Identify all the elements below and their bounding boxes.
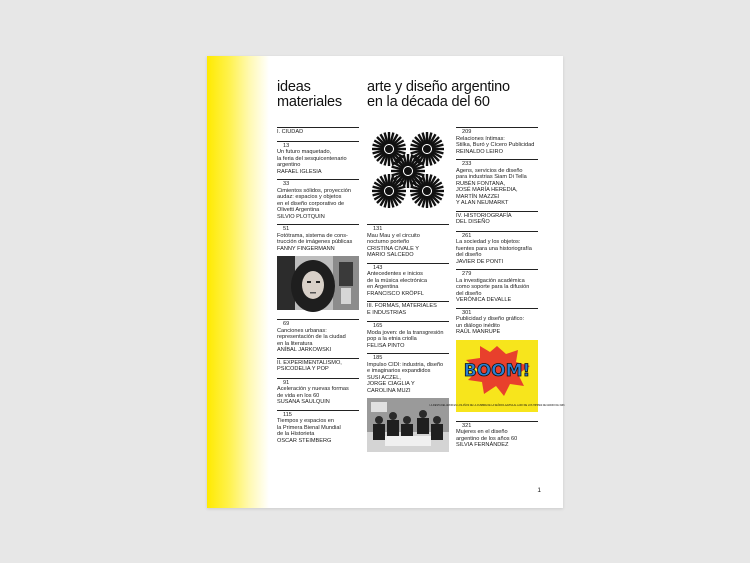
entry-author: JAVIER DE PONTI	[456, 258, 504, 265]
entry-page-number: 261	[462, 232, 472, 239]
contents-entry	[367, 263, 449, 298]
entry-author: SUSANA SAULQUIN	[277, 399, 330, 405]
entry-author: OSCAR STEIMBERG	[277, 437, 332, 444]
boom-caption: LA FIESTA DEL AMOR EN LOS AÑOS DE LA CUMBRE DE LA SEÑORA GAVINA AL LADO DE LOS HIPPIES DE MARZO DE 1966	[429, 404, 565, 407]
contents-entry	[277, 141, 359, 176]
entry-title: Relaciones íntimas: Stilka, Buró y Cícero Publicidad	[456, 135, 535, 148]
entry-author: RUBÉN FONTANA, JOSÉ MARÍA HEREDIA, MARTÍN MAZZEI Y ALAN NEUMARKT	[456, 180, 518, 206]
entry-page-number: 209	[462, 129, 472, 135]
contents-entry	[456, 421, 538, 449]
entry-page-number: 131	[373, 226, 383, 232]
entry-author: FANNY FINGERMANN	[277, 245, 335, 252]
entry-title: La sociedad y los objetos: fuentes para una historiografía del diseño	[456, 239, 532, 258]
entry-author: CRISTINA CIVALE Y MARIO SALCEDO	[367, 245, 420, 258]
workshop-group-photo	[367, 398, 449, 457]
entry-title: Canciones urbanas: representación de la ciudad en la literatura	[277, 327, 346, 347]
contents-entry	[277, 179, 359, 220]
entry-page-number: 233	[462, 161, 472, 167]
entry-page-number: 279	[462, 271, 472, 277]
contents-entry	[277, 224, 359, 252]
book-subtitle: arte y diseño argentino en la década del 60	[367, 79, 510, 110]
entry-title: Moda joven: de la transgresión pop a la etnia criolla	[367, 329, 444, 342]
contents-entry	[277, 319, 359, 354]
contents-entry	[277, 410, 359, 445]
section-heading: III. FORMAS, MATERIALES E INDUSTRIAS	[367, 301, 449, 316]
entry-page-number: 13	[283, 142, 290, 149]
entry-page-number: 33	[283, 181, 290, 187]
entry-title: Mujeres en el diseño argentino de los años 60	[456, 429, 518, 442]
section-heading: I. CIUDAD	[277, 127, 359, 136]
entry-title: Impulso CIDI: industria, diseño e imaginarios expandidos	[367, 361, 444, 374]
contents-entry	[456, 127, 538, 155]
book-page	[207, 56, 563, 508]
entry-author: FELISA PINTO	[367, 342, 405, 349]
entry-page-number: 115	[283, 411, 292, 418]
entry-title: Aceleración y nuevas formas de vida en los 60	[277, 386, 349, 399]
contents-column-2	[367, 127, 449, 461]
entry-page-number: 51	[283, 226, 290, 232]
contents-entry	[456, 308, 538, 336]
entry-page-number: 91	[283, 379, 290, 386]
entry-page-number: 301	[462, 309, 472, 316]
entry-title: Fotótrama, sistema de cons- trucción de imágenes públicas	[277, 232, 353, 245]
contents-entry	[456, 231, 538, 266]
entry-author: SILVIA FERNÁNDEZ	[456, 442, 509, 448]
entry-author: RAÚL MANRUPE	[456, 329, 501, 335]
contents-entry	[456, 159, 538, 207]
entry-title: La investigación académica como soporte para la difusión del diseño	[456, 277, 530, 297]
section-heading: II. EXPERIMENTALISMO, PSICODELIA Y POP	[277, 358, 359, 373]
entry-title: Tiempos y espacios en la Primera Bienal Mundial de la Historieta	[277, 418, 341, 437]
entry-author: FRANCISCO KRÖPFL	[367, 290, 424, 297]
entry-author: VERÓNICA DEVALLE	[456, 297, 512, 303]
entry-author: SILVIO PLOTQUIN	[277, 213, 325, 220]
entry-title: Publicidad y diseño gráfico: un diálogo inédito	[456, 316, 525, 329]
entry-page-number: 185	[373, 355, 383, 361]
entry-title: Antecedentes e inicios de la música electrónica en Argentina	[367, 271, 428, 290]
contents-entry	[456, 269, 538, 304]
entry-author: ANÍBAL JARKOWSKI	[277, 347, 332, 353]
entry-page-number: 321	[462, 422, 472, 429]
boom-word: BOOM!	[463, 360, 531, 381]
entry-title: Cimientos sólidos, proyección audaz: espacios y objetos en el diseño corporativo de Olivetti Argentina	[277, 187, 351, 213]
woman-portrait-photo	[277, 256, 359, 315]
entry-author: SUSI ACZEL, JORGE CIAGLIA Y CAROLINA MUZI	[367, 374, 415, 394]
contents-entry	[367, 321, 449, 349]
entry-author: RAFAEL IGLESIA	[277, 168, 322, 175]
entry-page-number: 143	[373, 264, 383, 271]
section-heading: IV. HISTORIOGRAFÍA DEL DISEÑO	[456, 211, 538, 226]
entry-page-number: 69	[283, 321, 290, 327]
spiral-pattern-graphic	[367, 127, 449, 220]
contents-entry	[367, 353, 449, 394]
entry-title: Mau Mau y el circuito nocturno porteño	[367, 232, 420, 245]
contents-column-1	[277, 127, 359, 448]
entry-author: REINALDO LEIRO	[456, 148, 503, 155]
contents-entry	[277, 378, 359, 406]
entry-title: Un futuro maquetado, la feria del sesquicentenario argentino	[277, 149, 347, 168]
boom-poster	[429, 340, 565, 417]
entry-title: Agens, servicios de diseño para industrias Siam Di Tella	[456, 167, 527, 180]
entry-page-number: 165	[373, 323, 383, 329]
contents-column-3	[429, 127, 565, 453]
book-title: ideas materiales	[277, 79, 342, 110]
contents-entry	[367, 224, 449, 259]
page-number: 1	[537, 487, 541, 494]
